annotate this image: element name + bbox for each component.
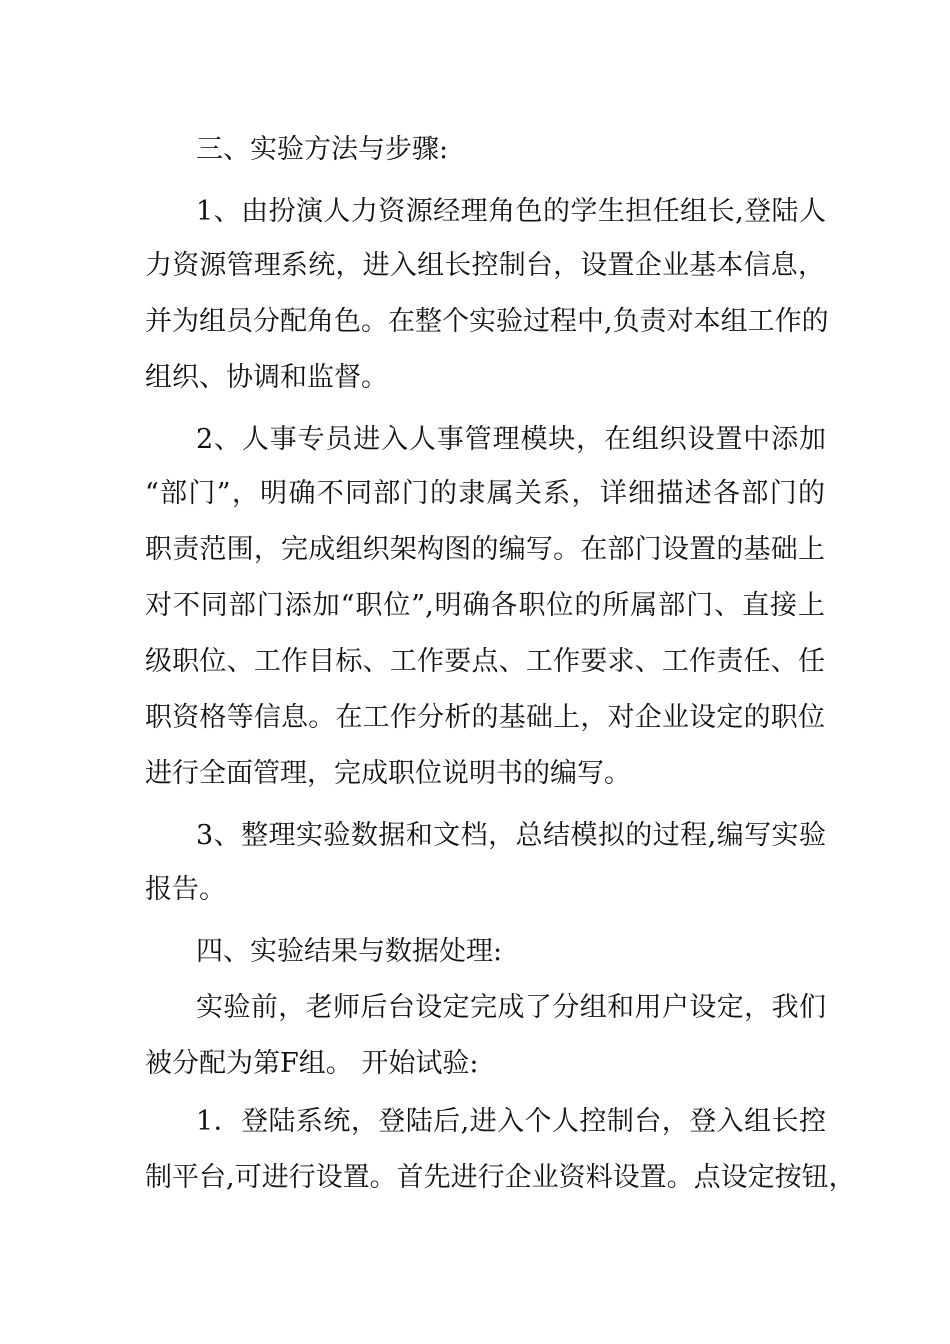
paragraph-line: 职责范围，完成组织架构图的编写。在部门设置的基础上	[145, 534, 825, 565]
paragraph-line: 对不同部门添加“职位”,明确各职位的所属部门、直接上	[145, 590, 825, 621]
paragraph-line: 职资格等信息。在工作分析的基础上，对企业设定的职位	[145, 702, 825, 733]
paragraph-line: “部门”，明确不同部门的隶属关系，详细描述各部门的	[145, 478, 825, 509]
paragraph-line: 实验前，老师后台设定完成了分组和用户设定，我们	[196, 992, 826, 1023]
paragraph-line: 力资源管理系统，进入组长控制台，设置企业基本信息，	[145, 250, 825, 281]
paragraph-line: 3、整理实验数据和文档，总结模拟的过程,编写实验	[196, 820, 826, 851]
paragraph-line: 组织、协调和监督。	[145, 362, 388, 393]
paragraph-line: 被分配为第F组。 开始试验:	[145, 1048, 479, 1079]
paragraph-line: 2、人事专员进入人事管理模块，在组织设置中添加	[196, 424, 826, 455]
paragraph-line: 进行全面管理，完成职位说明书的编写。	[145, 758, 631, 789]
section-heading-results: 四、实验结果与数据处理:	[196, 936, 503, 967]
paragraph-line: 报告。	[145, 874, 226, 905]
paragraph-line: 并为组员分配角色。在整个实验过程中,负责对本组工作的	[145, 306, 829, 337]
paragraph-line: 1．登陆系统，登陆后,进入个人控制台，登入组长控	[196, 1106, 826, 1137]
section-heading-methods: 三、实验方法与步骤:	[196, 134, 449, 165]
paragraph-line: 级职位、工作目标、工作要点、工作要求、工作责任、任	[145, 646, 825, 677]
paragraph-line: 制平台,可进行设置。首先进行企业资料设置。点设定按钮，	[145, 1162, 856, 1193]
paragraph-line: 1、由扮演人力资源经理角色的学生担任组长,登陆人	[196, 196, 826, 227]
